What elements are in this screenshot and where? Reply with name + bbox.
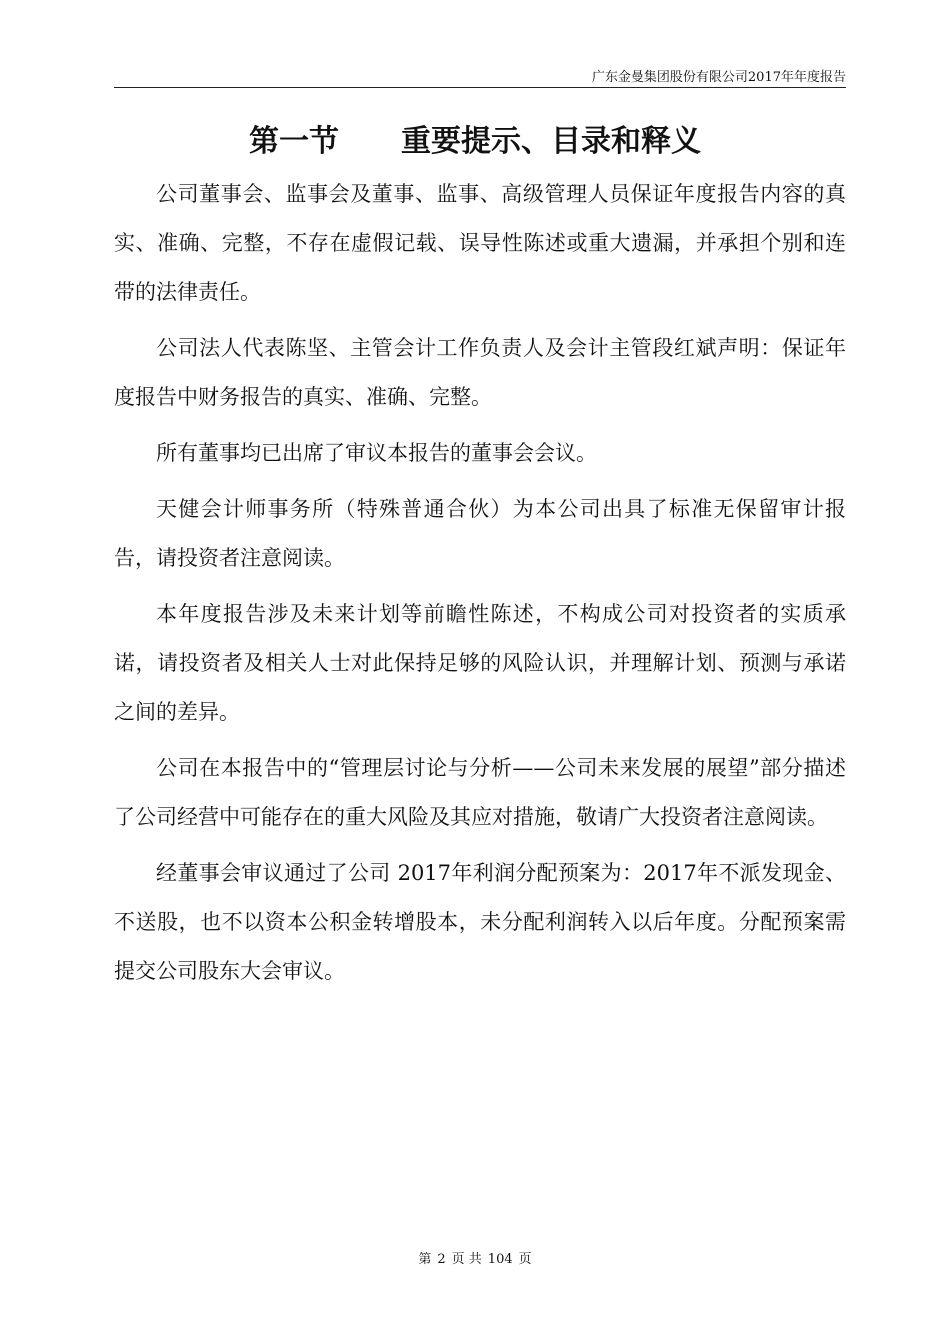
document-body xyxy=(114,170,846,1003)
page-number: 2 xyxy=(437,1252,446,1267)
section-label: 第一节 xyxy=(249,124,339,159)
footer-middle: 页 共 xyxy=(451,1252,482,1267)
header-rule xyxy=(114,87,846,88)
paragraph-risk: 公司在本报告中的“管理层讨论与分析——公司未来发展的展望”部分描述了公司经营中可能存在的重大风险及其应对措施，敬请广大投资者注意阅读。 xyxy=(114,756,846,829)
paragraph-guarantee: 公司董事会、监事会及董事、监事、高级管理人员保证年度报告内容的真实、准确、完整，不存在虚假记载、误导性陈述或重大遗漏，并承担个别和连带的法律责任。 xyxy=(114,182,846,304)
paragraph-forward-looking: 本年度报告涉及未来计划等前瞻性陈述，不构成公司对投资者的实质承诺，请投资者及相关人士对此保持足够的风险认识，并理解计划、预测与承诺之间的差异。 xyxy=(114,602,846,724)
section-title xyxy=(0,116,950,160)
paragraph-audit: 天健会计师事务所（特殊普通合伙）为本公司出具了标准无保留审计报告，请投资者注意阅读。 xyxy=(114,497,846,570)
paragraph-attendance: 所有董事均已出席了审议本报告的董事会会议。 xyxy=(156,441,597,465)
running-header: 广东金曼集团股份有限公司2017年年度报告 xyxy=(591,70,846,85)
page-total: 104 xyxy=(487,1252,513,1267)
footer-suffix: 页 xyxy=(518,1252,532,1267)
paragraph-dividend: 经董事会审议通过了公司 2017年利润分配预案为：2017年不派发现金、不送股，也不以资本公积金转增股本，未分配利润转入以后年度。分配预案需提交公司股东大会审议。 xyxy=(114,861,846,983)
section-heading: 重要提示、目录和释义 xyxy=(401,124,701,159)
page-footer xyxy=(0,1248,950,1267)
paragraph-declaration: 公司法人代表陈坚、主管会计工作负责人及会计主管段红斌声明：保证年度报告中财务报告的真实、准确、完整。 xyxy=(114,336,846,409)
footer-prefix: 第 xyxy=(418,1252,432,1267)
